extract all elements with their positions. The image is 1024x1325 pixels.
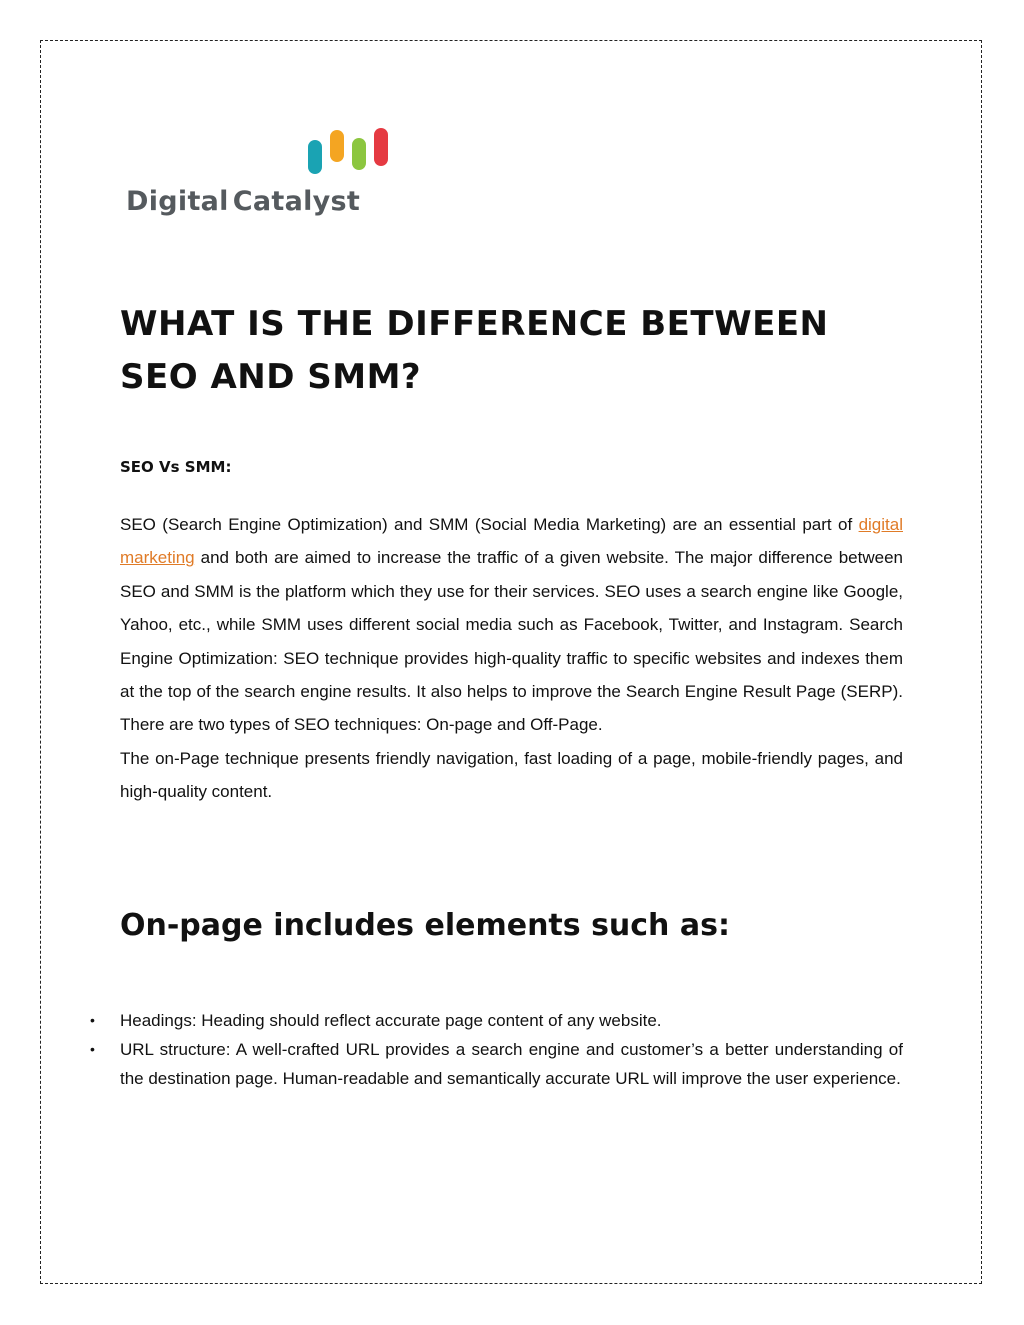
list-item <box>90 1006 903 1035</box>
section-heading: On-page includes elements such as: <box>120 908 730 943</box>
bullet-icon: • <box>90 1012 95 1028</box>
logo-bar-orange <box>330 130 344 162</box>
digital-marketing-link[interactable]: digital marketing <box>120 515 903 568</box>
logo-word-digital: Digital <box>126 186 229 217</box>
digital-catalyst-logo <box>126 124 386 224</box>
list-item-text: URL structure: A well-crafted URL provides a search engine and customer’s a better understanding of the destination page. Human-readable and semantically accurate URL will improve the user experience. <box>120 1040 903 1088</box>
list-item <box>90 1035 903 1093</box>
intro-text-before-link: SEO (Search Engine Optimization) and SMM (Social Media Marketing) are an essential part of <box>120 515 859 534</box>
bullet-icon: • <box>90 1041 95 1057</box>
page-title: WHAT IS THE DIFFERENCE BETWEEN SEO AND SMM? <box>120 304 829 397</box>
logo-bar-teal <box>308 140 322 174</box>
logo-bar-red <box>374 128 388 166</box>
intro-text-after-link: and both are aimed to increase the traffic of a given website. The major difference between SEO and SMM is the platform which they use for their services. SEO uses a search engine like Google, Yahoo, etc., while SMM uses different social media such as Facebook, Twitter, and Instagram. Search Engine Optimization: SEO technique provides high-quality traffic to specific websites and indexes them at the top of the search engine results. It also helps to improve the Search Engine Result Page (SERP). There are two types of SEO techniques: On-page and Off-Page. <box>120 548 903 735</box>
list-item-text: Headings: Heading should reflect accurate page content of any website. <box>120 1011 662 1030</box>
logo-bar-green <box>352 138 366 170</box>
intro-body <box>120 508 903 809</box>
intro-paragraph-2: The on-Page technique presents friendly navigation, fast loading of a page, mobile-friendly pages, and high-quality content. <box>120 748 903 802</box>
logo-wordmark <box>126 186 360 217</box>
logo-word-catalyst: Catalyst <box>232 186 361 217</box>
subheading: SEO Vs SMM: <box>120 458 232 476</box>
logo-bars-icon <box>308 128 394 176</box>
onpage-elements-list <box>90 1006 903 1093</box>
